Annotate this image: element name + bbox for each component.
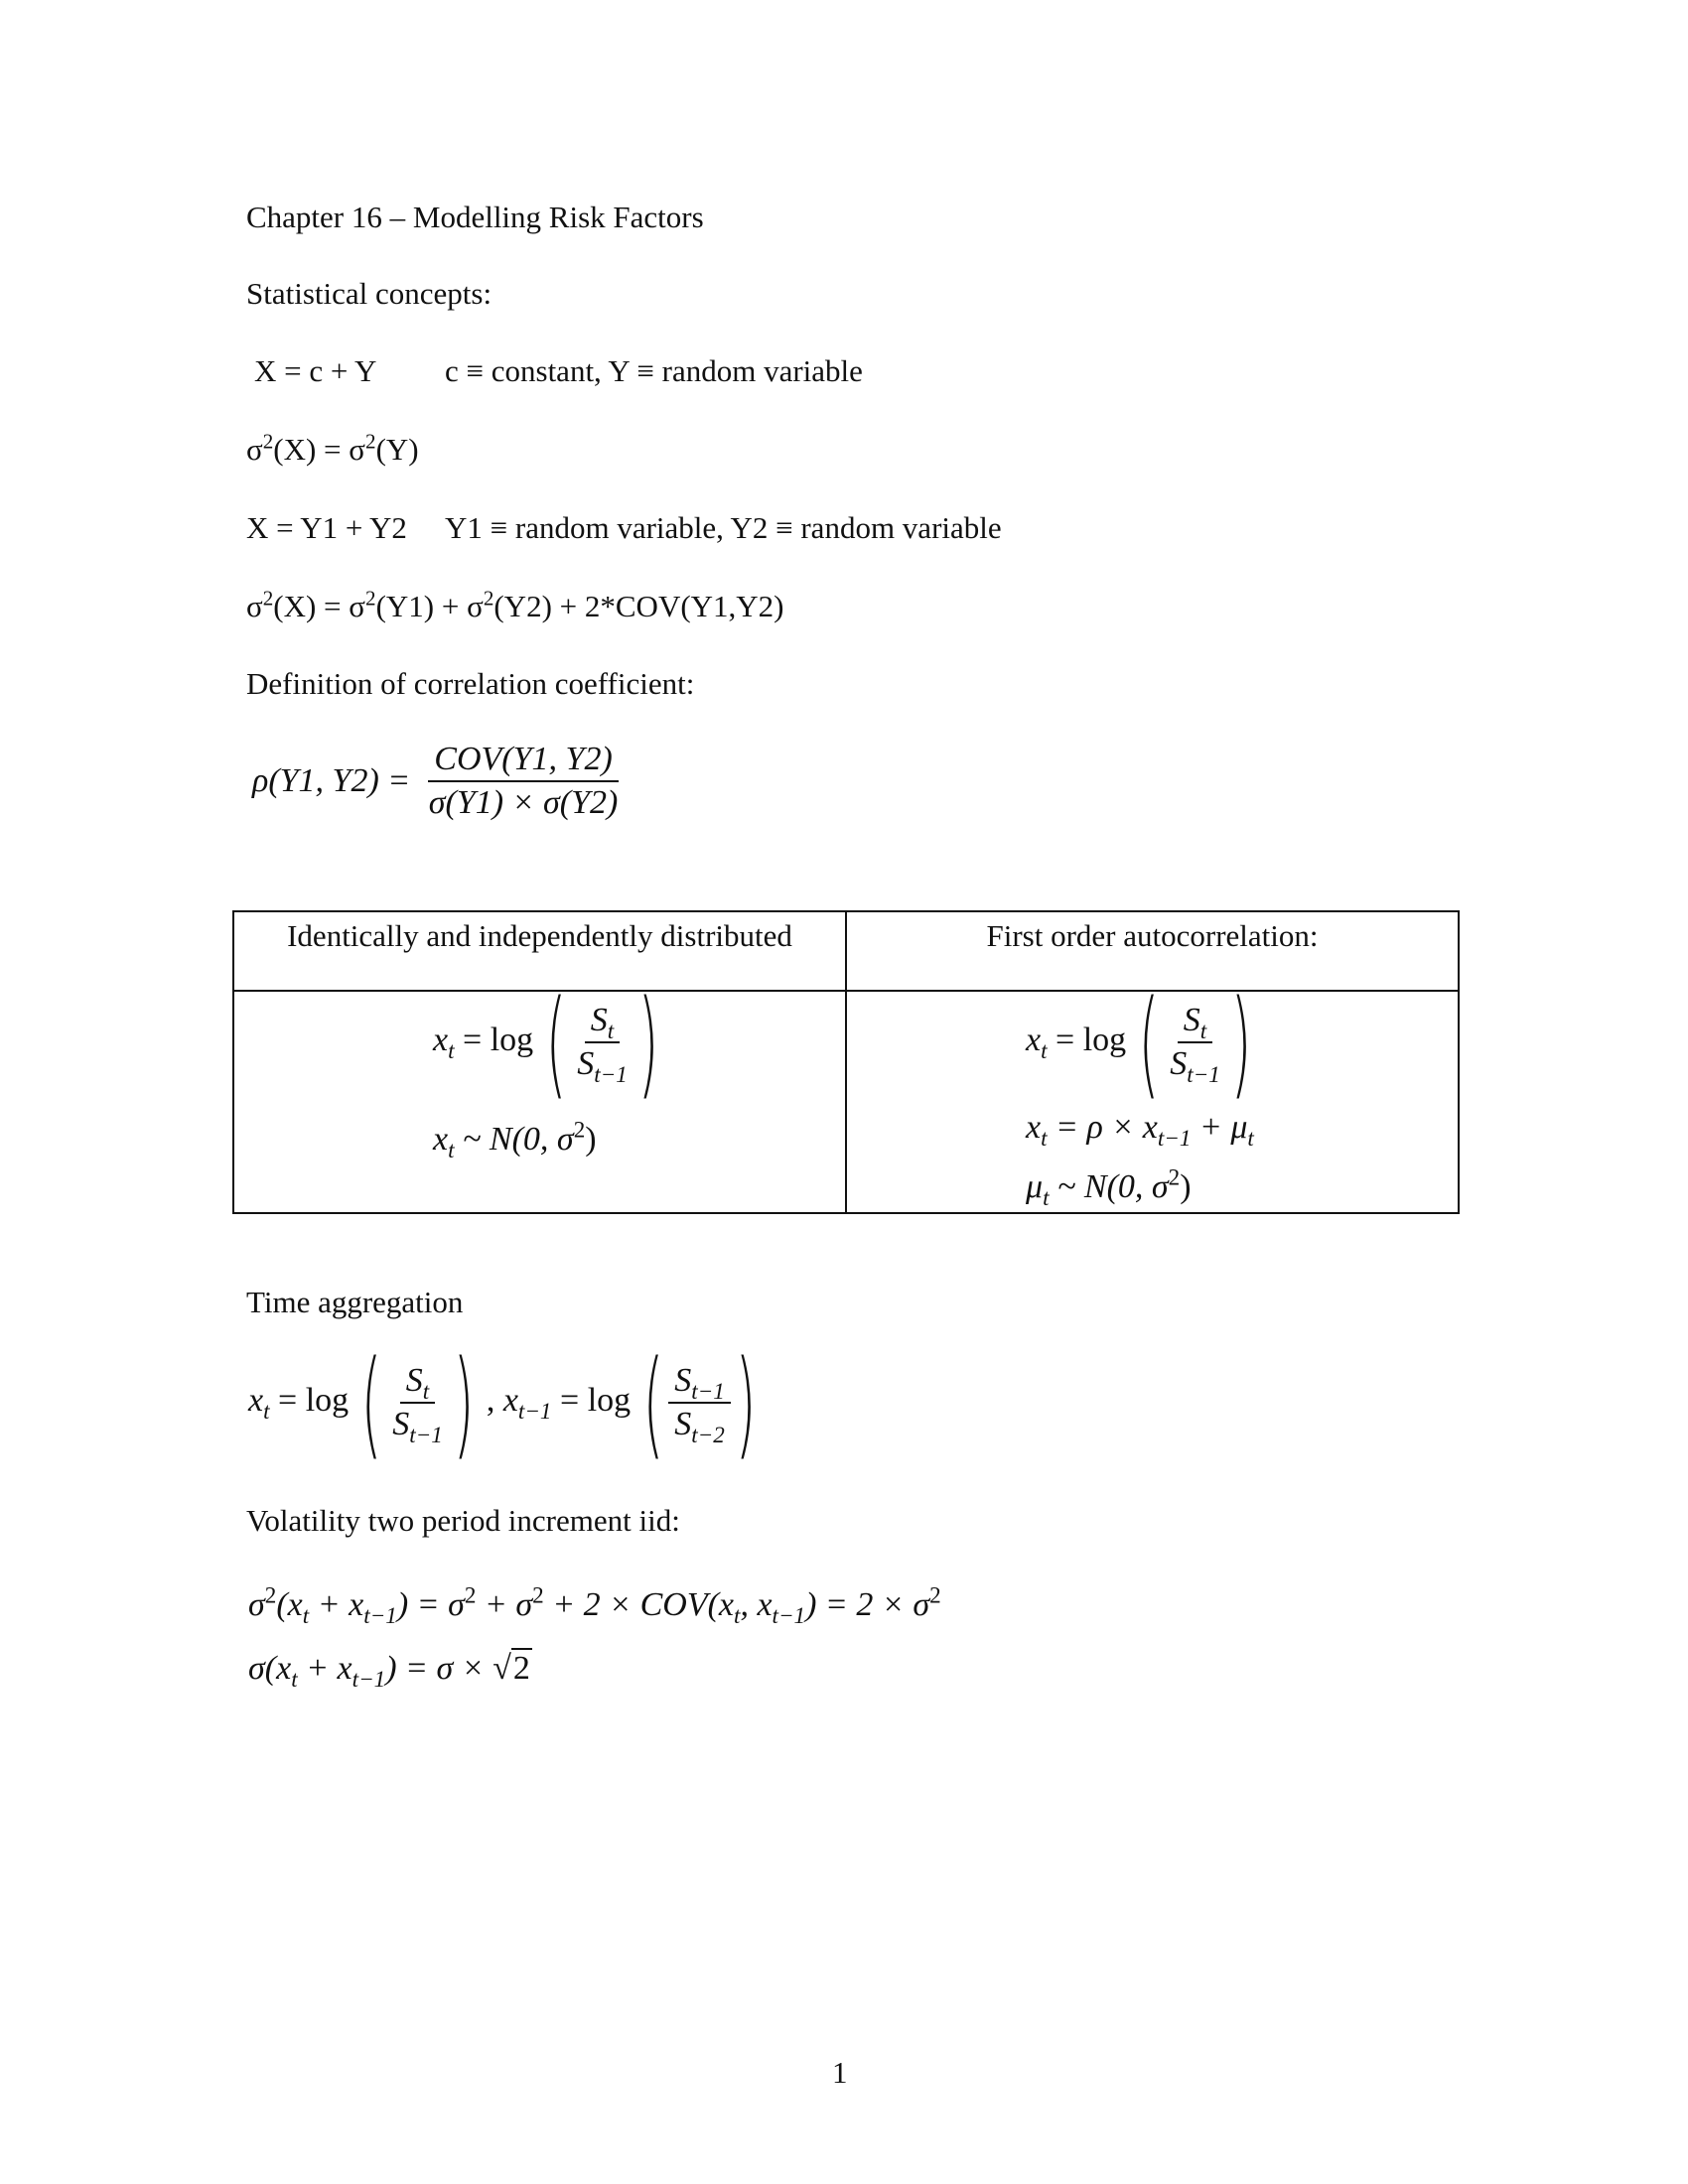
- formula-text: + x: [297, 1650, 352, 1687]
- variance-equation-2: [246, 586, 784, 623]
- volatility-label: Volatility two period increment iid:: [246, 1503, 680, 1538]
- correlation-fraction: [423, 743, 625, 820]
- equation-text: (X) =: [273, 432, 350, 467]
- radicand: 2: [512, 1650, 530, 1687]
- variable-s: S: [392, 1406, 410, 1443]
- correlation-lhs: ρ(Y1, Y2) =: [252, 762, 411, 799]
- subscript-t: t: [1041, 1126, 1048, 1153]
- subscript-t-minus-1: t−1: [517, 1399, 552, 1426]
- superscript: 2: [262, 429, 274, 454]
- equals-sign: =: [1047, 1022, 1083, 1058]
- variable-s: S: [1170, 1045, 1188, 1083]
- variance-equation-1: [246, 429, 419, 467]
- subscript-t-minus-1: t−1: [691, 1379, 725, 1406]
- equals-sign: =: [551, 1382, 588, 1419]
- variable-x: x: [433, 1121, 449, 1158]
- equation-text: (Y): [375, 432, 419, 467]
- variable-x: x: [433, 1022, 449, 1058]
- subscript-t: t: [448, 1138, 455, 1164]
- equation-text: (Y1) +: [375, 589, 468, 623]
- subscript-t: t: [1041, 1038, 1048, 1065]
- sigma-symbol: σ: [246, 432, 263, 467]
- autocorrelation-header: First order autocorrelation:: [986, 918, 1319, 953]
- variable-x: x: [1026, 1022, 1042, 1058]
- page-number: 1: [832, 2055, 848, 2090]
- superscript: 2: [573, 1117, 586, 1144]
- subscript-t: t: [263, 1399, 270, 1426]
- formula-text: (x: [276, 1586, 303, 1623]
- radical-sign-icon: √: [492, 1650, 511, 1687]
- subscript-t: t: [302, 1603, 310, 1630]
- superscript: 2: [365, 429, 376, 454]
- variable-s: S: [1183, 1002, 1200, 1039]
- subscript-t: t: [448, 1038, 455, 1065]
- variable-x: x: [248, 1382, 264, 1419]
- subscript-t: t: [1247, 1126, 1254, 1153]
- subscript-t: t: [422, 1379, 430, 1406]
- variable-mu: μ: [1026, 1168, 1044, 1205]
- time-aggregation-label: Time aggregation: [246, 1285, 464, 1319]
- table-header-cell: [233, 911, 846, 991]
- formula-text: ) = 2 × σ: [805, 1586, 930, 1623]
- subscript-t: t: [734, 1603, 741, 1630]
- subscript-t: t: [607, 1019, 615, 1045]
- log-return-formula: [433, 974, 671, 1111]
- formula-text: ) = σ ×: [385, 1650, 493, 1687]
- comparison-table: [232, 910, 1460, 1214]
- log-function: log: [1082, 1022, 1127, 1058]
- subscript-t-minus-1: t−1: [1157, 1126, 1192, 1153]
- subscript-t-minus-1: t−1: [409, 1423, 443, 1449]
- comma-separator: ,: [486, 1382, 503, 1419]
- iid-formulas: [234, 974, 845, 1212]
- variable-s: S: [590, 1002, 608, 1039]
- iid-header: Identically and independently distributed: [287, 918, 792, 953]
- sigma-symbol: σ: [246, 589, 263, 623]
- variable-s: S: [674, 1362, 692, 1400]
- superscript: 2: [532, 1582, 544, 1609]
- distribution-text: ~ N(0, σ: [454, 1121, 574, 1158]
- parenthesized-fraction: ( $\frac{S_t}{S_{t-1}}$ ): [360, 1334, 475, 1471]
- formula-text: σ(x: [248, 1650, 292, 1687]
- log-function: log: [587, 1382, 632, 1419]
- closing-paren: ): [1180, 1168, 1192, 1205]
- superscript: 2: [929, 1582, 941, 1609]
- statistical-concepts-label: Statistical concepts:: [246, 276, 492, 311]
- normal-distribution-formula: [433, 1117, 597, 1164]
- fraction-denominator: σ(Y1) × σ(Y2): [428, 784, 619, 821]
- subscript-t-minus-1: t−1: [594, 1062, 628, 1089]
- subscript-t-minus-1: t−1: [352, 1667, 386, 1694]
- variable-x: x: [502, 1382, 518, 1419]
- subscript-t-minus-2: t−2: [691, 1423, 725, 1449]
- equation-x-c-y: [254, 355, 376, 386]
- superscript: 2: [1168, 1164, 1181, 1191]
- log-function: log: [490, 1022, 534, 1058]
- equals-sign: =: [269, 1382, 306, 1419]
- sigma-symbol: σ: [248, 1586, 265, 1623]
- subscript-t: t: [1043, 1185, 1050, 1212]
- volatility-variance-formula: [248, 1582, 941, 1630]
- log-return-formula: [1026, 974, 1264, 1111]
- superscript: 2: [464, 1582, 477, 1609]
- subscript-t-minus-1: t−1: [772, 1603, 806, 1630]
- log-function: log: [305, 1382, 350, 1419]
- variable-x: x: [1026, 1109, 1042, 1146]
- formula-text: + σ: [476, 1586, 533, 1623]
- autocorrelation-formulas: [847, 974, 1458, 1212]
- correlation-formula: [252, 743, 628, 820]
- formula-text: + 2 × COV(x: [543, 1586, 735, 1623]
- chapter-heading: Chapter 16 – Modelling Risk Factors: [246, 200, 704, 234]
- subscript-t-minus-1: t−1: [1187, 1062, 1220, 1089]
- equation-definition: Y1 ≡ random variable, Y2 ≡ random variable: [445, 510, 1002, 545]
- table-body-cell: [846, 974, 1459, 1213]
- parenthesized-fraction: ( $\frac{S_{t-1}}{S_{t-2}}$ ): [642, 1334, 757, 1471]
- parenthesized-fraction: ( $\frac{S_t}{S_{t-1}}$ ): [545, 974, 659, 1111]
- ar-error-term: + μ: [1191, 1109, 1248, 1146]
- time-aggregation-formula: [248, 1334, 769, 1471]
- formula-text: ) = σ: [396, 1586, 465, 1623]
- equation-definition: c ≡ constant, Y ≡ random variable: [445, 353, 863, 388]
- parenthesized-fraction: ( $\frac{S_t}{S_{t-1}}$ ): [1138, 974, 1252, 1111]
- variable-s: S: [405, 1362, 423, 1400]
- sigma-symbol: σ: [467, 589, 484, 623]
- closing-paren: ): [585, 1121, 597, 1158]
- variable-s: S: [577, 1045, 595, 1083]
- equals-sign: =: [454, 1022, 491, 1058]
- superscript: 2: [365, 586, 376, 611]
- formula-text: + x: [309, 1586, 364, 1623]
- correlation-label: Definition of correlation coefficient:: [246, 666, 695, 701]
- superscript: 2: [483, 586, 494, 611]
- ar-equation-text: = ρ × x: [1047, 1109, 1158, 1146]
- equation-text: (X) =: [273, 589, 350, 623]
- subscript-t-minus-1: t−1: [363, 1603, 397, 1630]
- subscript-t: t: [1199, 1019, 1207, 1045]
- equation-lhs: X = c + Y: [254, 353, 377, 388]
- equation-x-y1-y2: [246, 512, 407, 543]
- superscript: 2: [262, 586, 274, 611]
- equation-lhs: X = Y1 + Y2: [246, 510, 407, 545]
- distribution-text: ~ N(0, σ: [1049, 1168, 1169, 1205]
- superscript: 2: [264, 1582, 277, 1609]
- sigma-symbol: σ: [349, 589, 366, 623]
- subscript-t: t: [291, 1667, 298, 1694]
- equation-text: (Y2) + 2*COV(Y1,Y2): [493, 589, 784, 623]
- sigma-symbol: σ: [349, 432, 366, 467]
- ar1-formula: [1026, 1109, 1254, 1153]
- fraction-numerator: COV(Y1, Y2): [428, 743, 618, 782]
- formula-text: , x: [740, 1586, 773, 1623]
- table-body-cell: [233, 974, 846, 1213]
- variable-s: S: [674, 1406, 692, 1443]
- volatility-std-formula: [248, 1648, 532, 1694]
- error-distribution-formula: [1026, 1164, 1192, 1212]
- square-root: [492, 1648, 532, 1686]
